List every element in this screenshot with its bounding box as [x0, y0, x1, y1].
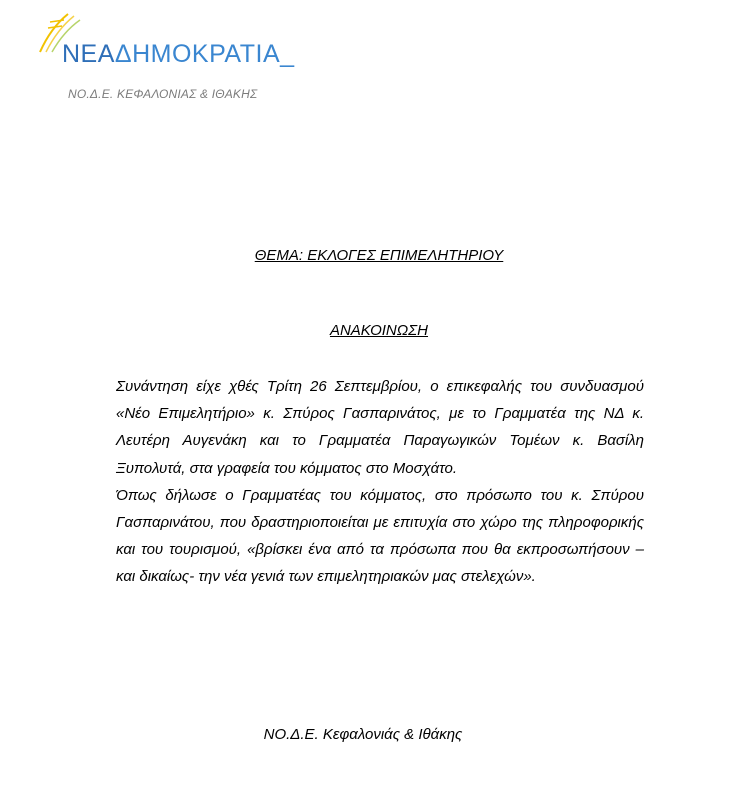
party-logo	[38, 12, 295, 72]
organization-subtitle: ΝΟ.Δ.Ε. ΚΕΦΑΛΟΝΙΑΣ & ΙΘΑΚΗΣ	[68, 87, 258, 101]
document-subject: ΘΕΜΑ: ΕΚΛΟΓΕΣ ΕΠΙΜΕΛΗΤΗΡΙΟΥ	[254, 247, 504, 264]
document-signature: ΝΟ.Δ.Ε. Κεφαλονιάς & Ιθάκης	[263, 726, 463, 743]
body-paragraph: Όπως δήλωσε ο Γραμματέας του κόμματος, στο πρόσωπο του κ. Σπύρου Γασπαρινάτου, που δραστηριοποιείται με επιτυχία στο χώρο της πληροφορικής και του τουρισμού, «βρίσκει ένα από τα πρόσωπα που θα εκπροσωπήσουν – και δικαίως- την νέα γενιά των επιμελητηριακών μας στελεχών».	[116, 486, 644, 586]
body-paragraph: Συνάντηση είχε χθές Τρίτη 26 Σεπτεμβρίου, ο επικεφαλής του συνδυασμού «Νέο Επιμελητήριο» κ. Σπύρος Γασπαρινάτος, με το Γραμματέα της ΝΔ κ. Λευτέρη Αυγενάκη και το Γραμματέα Παραγωγικών Τομέων κ. Βασίλη Ξυπολυτά, στα γραφεία του κόμματος στο Μοσχάτο.	[116, 378, 644, 477]
document-body	[116, 373, 644, 591]
logo-part-dimokratia: ΔΗΜΟΚΡΑΤΙΑ_	[114, 40, 295, 68]
logo-part-nea: ΝΕΑ	[62, 40, 115, 68]
logo-text	[62, 40, 295, 69]
document-heading: ΑΝΑΚΟΙΝΩΣΗ	[329, 322, 429, 339]
